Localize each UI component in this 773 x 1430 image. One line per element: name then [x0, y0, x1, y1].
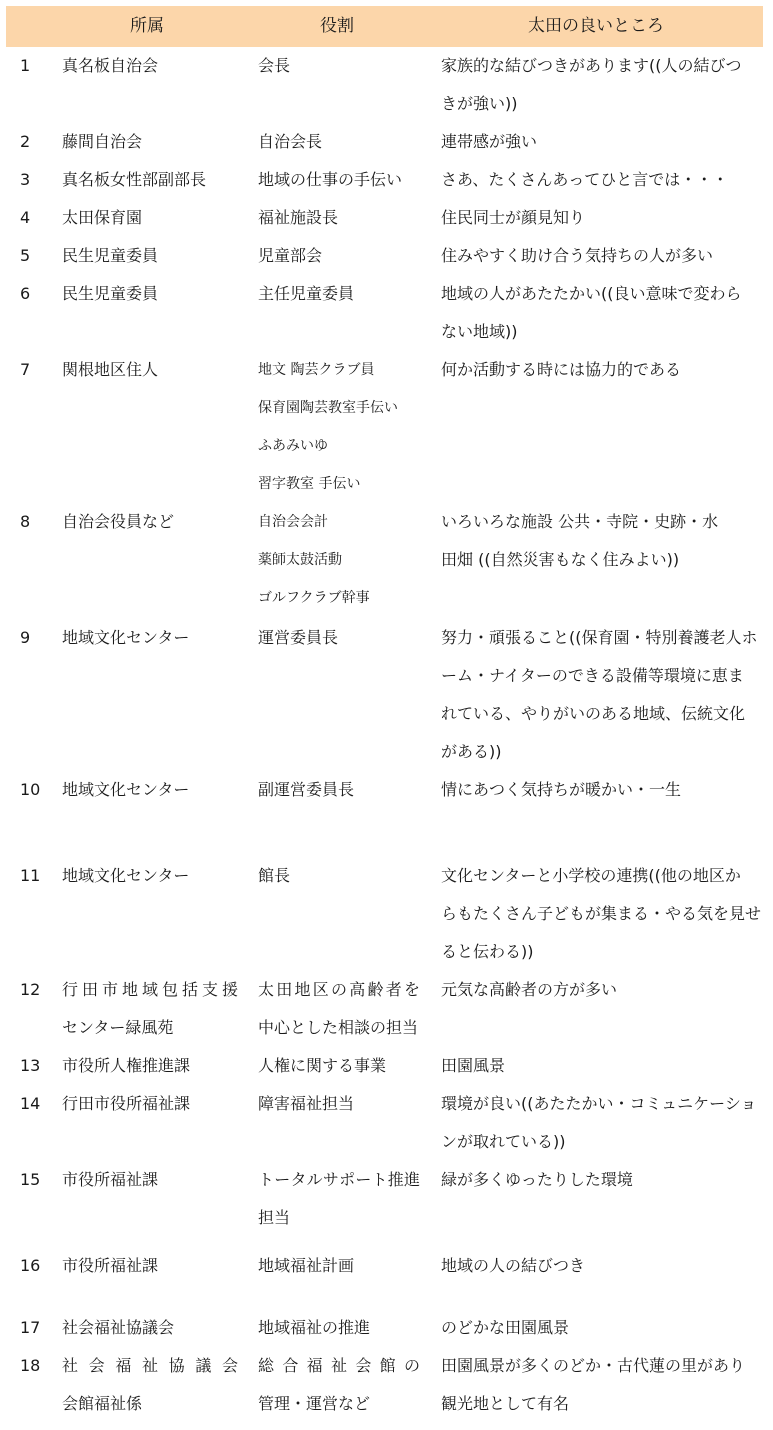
good-cell: 緑が多くゆったりした環境: [441, 1170, 633, 1189]
role-cell: 障害福祉担当: [258, 1094, 355, 1113]
affiliation-cell: 地域文化センター: [62, 866, 190, 885]
row-number: 14: [20, 1094, 41, 1113]
role-cell: 保育園陶芸教室手伝い: [258, 400, 398, 416]
affiliation-cell: 市役所福祉課: [62, 1170, 159, 1189]
header-affiliation: 所属: [130, 16, 164, 36]
role-cell: 管理・運営など: [258, 1394, 371, 1413]
affiliation-cell: 社会福祉協議会: [62, 1318, 175, 1337]
good-cell: きが強い)): [441, 94, 518, 113]
affiliation-cell: 民生児童委員: [62, 284, 159, 303]
affiliation-cell: 行田市地域包括支援: [62, 980, 238, 999]
role-cell: 太田地区の高齢者を: [258, 980, 420, 999]
good-cell: れている、やりがいのある地域、伝統文化: [441, 704, 746, 723]
role-cell: 自治会長: [258, 132, 323, 151]
good-cell: 地域の人があたたかい((良い意味で変わら: [441, 284, 742, 303]
role-cell: 習字教室 手伝い: [258, 476, 361, 492]
good-cell: いろいろな施設 公共・寺院・史跡・水: [441, 512, 719, 531]
affiliation-cell: 市役所人権推進課: [62, 1056, 191, 1075]
affiliation-cell: 真名板女性部副部長: [62, 170, 207, 189]
role-cell: 薬師太鼓活動: [258, 552, 342, 568]
row-number: 4: [20, 208, 31, 227]
good-cell: 努力・頑張ること((保育園・特別養護老人ホ: [441, 628, 758, 647]
role-cell: 担当: [258, 1208, 291, 1227]
role-cell: 児童部会: [258, 246, 323, 265]
good-cell: 田園風景: [441, 1056, 506, 1075]
good-cell: 住民同士が顔見知り: [441, 208, 586, 227]
good-cell: 環境が良い((あたたかい・コミュニケーショ: [441, 1094, 757, 1113]
row-number: 6: [20, 284, 31, 303]
row-number: 5: [20, 246, 31, 265]
good-cell: さあ、たくさんあってひと言では・・・: [441, 170, 729, 189]
good-cell: 地域の人の結びつき: [441, 1256, 586, 1275]
role-cell: 地域の仕事の手伝い: [258, 170, 403, 189]
role-cell: 地域福祉の推進: [258, 1318, 371, 1337]
affiliation-cell: 市役所福祉課: [62, 1256, 159, 1275]
row-number: 3: [20, 170, 31, 189]
affiliation-cell: 地域文化センター: [62, 780, 190, 799]
table-header: [6, 6, 763, 47]
role-cell: 自治会会計: [258, 514, 328, 530]
role-cell: 館長: [258, 866, 291, 885]
role-cell: 中心とした相談の担当: [258, 1018, 419, 1037]
row-number: 15: [20, 1170, 41, 1189]
affiliation-cell: 真名板自治会: [62, 56, 159, 75]
good-cell: 情にあつく気持ちが暖かい・一生: [441, 780, 682, 799]
header-good-points: 太田の良いところ: [528, 16, 664, 36]
role-cell: 地域福祉計画: [258, 1256, 355, 1275]
role-cell: 地文 陶芸クラブ員: [258, 362, 375, 378]
row-number: 2: [20, 132, 31, 151]
role-cell: 運営委員長: [258, 628, 339, 647]
good-cell: 元気な高齢者の方が多い: [441, 980, 618, 999]
good-cell: 連帯感が強い: [441, 132, 538, 151]
role-cell: ふあみいゆ: [258, 438, 328, 454]
row-number: 16: [20, 1256, 41, 1275]
role-cell: ゴルフクラブ幹事: [258, 590, 370, 606]
row-number: 18: [20, 1356, 41, 1375]
affiliation-cell: 太田保育園: [62, 208, 143, 227]
good-cell: らもたくさん子どもが集まる・やる気を見せ: [441, 904, 762, 923]
role-cell: トータルサポート推進: [258, 1170, 420, 1189]
row-number: 1: [20, 56, 31, 75]
affiliation-cell: 関根地区住人: [62, 360, 159, 379]
good-cell: 田畑 ((自然災害もなく住みよい)): [441, 550, 680, 569]
affiliation-cell: 社会福祉協議会: [62, 1356, 238, 1375]
good-cell: ンが取れている)): [441, 1132, 566, 1151]
good-cell: 住みやすく助け合う気持ちの人が多い: [441, 246, 714, 265]
header-role: 役割: [320, 16, 354, 36]
good-cell: 家族的な結びつきがあります((人の結びつ: [441, 56, 742, 75]
good-cell: がある)): [441, 742, 502, 761]
good-cell: ない地域)): [441, 322, 518, 341]
good-cell: 観光地として有名: [441, 1394, 570, 1413]
row-number: 10: [20, 780, 41, 799]
good-cell: 文化センターと小学校の連携((他の地区か: [441, 866, 741, 885]
row-number: 11: [20, 866, 41, 885]
row-number: 13: [20, 1056, 41, 1075]
row-number: 12: [20, 980, 41, 999]
good-cell: ると伝わる)): [441, 942, 534, 961]
good-cell: のどかな田園風景: [441, 1318, 570, 1337]
affiliation-cell: 地域文化センター: [62, 628, 190, 647]
affiliation-cell: 民生児童委員: [62, 246, 159, 265]
role-cell: 副運営委員長: [258, 780, 355, 799]
good-cell: 田園風景が多くのどか・古代蓮の里があり: [441, 1356, 746, 1375]
row-number: 9: [20, 628, 31, 647]
affiliation-cell: 会館福祉係: [62, 1394, 143, 1413]
role-cell: 主任児童委員: [258, 284, 355, 303]
row-number: 8: [20, 512, 31, 531]
affiliation-cell: 藤間自治会: [62, 132, 143, 151]
good-cell: ーム・ナイターのできる設備等環境に恵ま: [441, 666, 744, 685]
role-cell: 総合福祉会館の: [258, 1356, 420, 1375]
affiliation-cell: 自治会役員など: [62, 512, 175, 531]
affiliation-cell: 行田市役所福祉課: [62, 1094, 191, 1113]
row-number: 17: [20, 1318, 41, 1337]
affiliation-cell: センター緑風苑: [62, 1018, 174, 1037]
row-number: 7: [20, 360, 31, 379]
good-cell: 何か活動する時には協力的である: [441, 360, 682, 379]
role-cell: 人権に関する事業: [258, 1056, 387, 1075]
role-cell: 福祉施設長: [258, 208, 339, 227]
role-cell: 会長: [258, 56, 291, 75]
